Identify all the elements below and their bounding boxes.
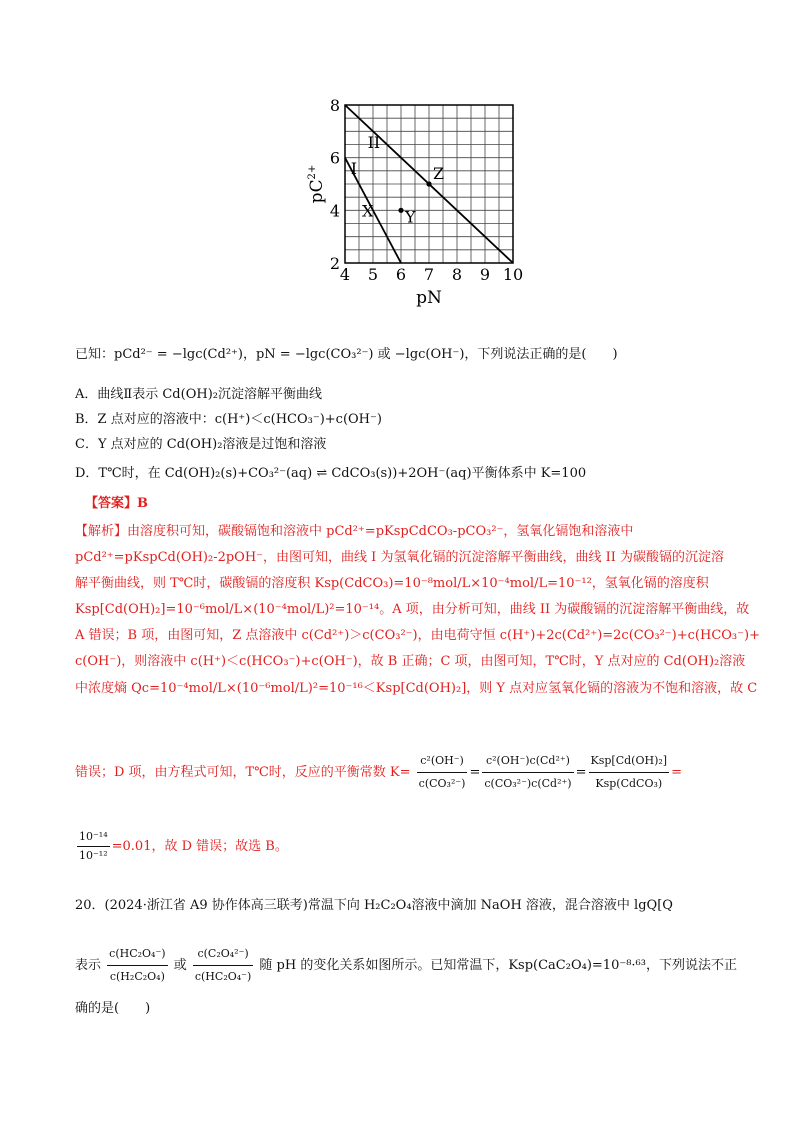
point-label-X: X — [362, 201, 374, 221]
given-text: 已知：pCd²⁻ = −lgc(Cd²⁺)，pN = −lgc(CO₃²⁻) 或 −lgc(OH⁻)，下列说法正确的是( ) — [75, 347, 618, 362]
option-d: D．T℃时，在 Cd(OH)₂(s)+CO₃²⁻(aq) ⇌ CdCO₃(s))+2OH⁻(aq)平衡体系中 K=100 — [75, 466, 587, 481]
q20-prefix: 表示 — [75, 958, 102, 973]
q20-frac-a — [107, 943, 167, 988]
marker-Y — [398, 208, 403, 213]
final-suffix: =0.01，故 D 错误；故选 B。 — [111, 839, 288, 854]
q20-or: 或 — [173, 958, 187, 973]
frac-k-1-num: c²(OH⁻) — [417, 750, 468, 773]
frac-k-3-den: Ksp(CdCO₃) — [595, 777, 663, 790]
frac-k-2-den: c(CO₃²⁻)c(Cd²⁺) — [484, 777, 572, 790]
analysis-line-3: 解平衡曲线，则 T℃时，碳酸镉的溶度积 Ksp(CdCO₃)=10⁻⁸mol/L×10⁻⁴mol/L=10⁻¹²，氢氧化镉的溶度积 — [75, 576, 709, 591]
option-b: B．Z 点对应的溶液中：c(H⁺)＜c(HCO₃⁻)+c(OH⁻) — [75, 412, 382, 427]
final-frac-den: 10⁻¹² — [79, 849, 108, 862]
option-a: A．曲线Ⅱ表示 Cd(OH)₂沉淀溶解平衡曲线 — [75, 387, 322, 402]
equals-3: = — [671, 765, 682, 780]
x-tick-label: 8 — [451, 265, 463, 284]
x-axis-label: pN — [416, 288, 442, 308]
x-tick-label: 5 — [367, 265, 379, 284]
x-tick-label: 7 — [423, 265, 435, 284]
answer: 【答案】B — [85, 496, 148, 511]
final-frac — [77, 828, 110, 865]
x-tick-label: 4 — [339, 265, 351, 284]
marker-label-Y: Y — [405, 207, 416, 227]
frac-k-3 — [589, 750, 670, 795]
q20-suffix: 随 pH 的变化关系如图所示。已知常温下，Ksp(CaC₂O₄)=10⁻⁸·⁶³，下列说法不正 — [259, 958, 737, 973]
q20-frac-a-den: c(H₂C₂O₄) — [109, 970, 165, 983]
y-tick-label: 2 — [329, 254, 340, 273]
analysis-line-4: Ksp[Cd(OH)₂]=10⁻⁶mol/L×(10⁻⁴mol/L)²=10⁻¹⁴。A 项，由分析可知，曲线 II 为碳酸镉的沉淀溶解平衡曲线，故 — [75, 602, 750, 617]
q20-line-3: 确的是( ) — [75, 1001, 151, 1016]
equals-2: = — [575, 765, 587, 780]
analysis-line-6: c(OH⁻)，则溶液中 c(H⁺)＜c(HCO₃⁻)+c(OH⁻)，故 B 正确；C 项，由图可知，T℃时，Y 点对应的 Cd(OH)₂溶液 — [75, 654, 746, 669]
chart-markers — [351, 133, 444, 226]
d-prefix: 错误；D 项，由方程式可知，T℃时，反应的平衡常数 K= — [75, 765, 411, 780]
equals-1: = — [469, 765, 481, 780]
x-tick-label: 9 — [479, 265, 491, 284]
marker-label-Z: Z — [433, 164, 445, 183]
analysis-final — [75, 828, 288, 865]
y-tick-label: 6 — [329, 148, 340, 168]
final-frac-num: 10⁻¹⁴ — [77, 828, 110, 847]
analysis-line-5: A 错误；B 项，由图可知，Z 点溶液中 c(Cd²⁺)＞c(CO₃²⁻)，由电荷守恒 c(H⁺)+2c(Cd²⁺)=2c(CO₃²⁻)+c(HCO₃⁻)+ — [75, 628, 760, 643]
frac-k-1 — [417, 750, 468, 795]
frac-k-1-den: c(CO₃²⁻) — [418, 777, 466, 790]
analysis-line-8 — [75, 750, 682, 795]
y-axis-label: $pC^{2+}$ — [307, 164, 327, 204]
solubility-chart — [300, 95, 540, 310]
q20-line-2 — [75, 943, 737, 988]
x-tick-label: 6 — [395, 265, 407, 284]
analysis-line-7: 中浓度熵 Qc=10⁻⁴mol/L×(10⁻⁶mol/L)²=10⁻¹⁶＜Ksp[Cd(OH)₂]，则 Y 点对应氢氧化镉的溶液为不饱和溶液，故 C — [75, 681, 758, 696]
q20-frac-b-num: c(C₂O₄²⁻) — [193, 943, 253, 966]
frac-k-2 — [482, 750, 573, 795]
q20-frac-a-num: c(HC₂O₄⁻) — [107, 943, 167, 966]
option-c: C．Y 点对应的 Cd(OH)₂溶液是过饱和溶液 — [75, 437, 327, 452]
q20-frac-b — [193, 943, 253, 988]
analysis-line-1: 【解析】由溶度积可知，碳酸镉饱和溶液中 pCd²⁺=pKspCdCO₃-pCO₃²⁻，氢氧化镉饱和溶液中 — [75, 524, 634, 539]
frac-k-3-num: Ksp[Cd(OH)₂] — [589, 750, 670, 773]
y-tick-label: 4 — [329, 201, 340, 221]
frac-k-2-num: c²(OH⁻)c(Cd²⁺) — [482, 750, 573, 773]
point-label-II: II — [367, 132, 381, 152]
x-tick-label: 10 — [502, 265, 524, 284]
y-tick-label: 8 — [329, 96, 340, 115]
q20-line-1: 20．(2024·浙江省 A9 协作体高三联考)常温下向 H₂C₂O₄溶液中滴加 NaOH 溶液，混合溶液中 lgQ[Q — [75, 898, 673, 913]
point-label-I: I — [350, 159, 358, 179]
marker-Z — [426, 181, 431, 186]
q20-frac-b-den: c(HC₂O₄⁻) — [194, 970, 252, 983]
analysis-line-2: pCd²⁺=pKspCd(OH)₂-2pOH⁻，由图可知，曲线 I 为氢氧化镉的沉淀溶解平衡曲线，曲线 II 为碳酸镉的沉淀溶 — [75, 550, 724, 565]
